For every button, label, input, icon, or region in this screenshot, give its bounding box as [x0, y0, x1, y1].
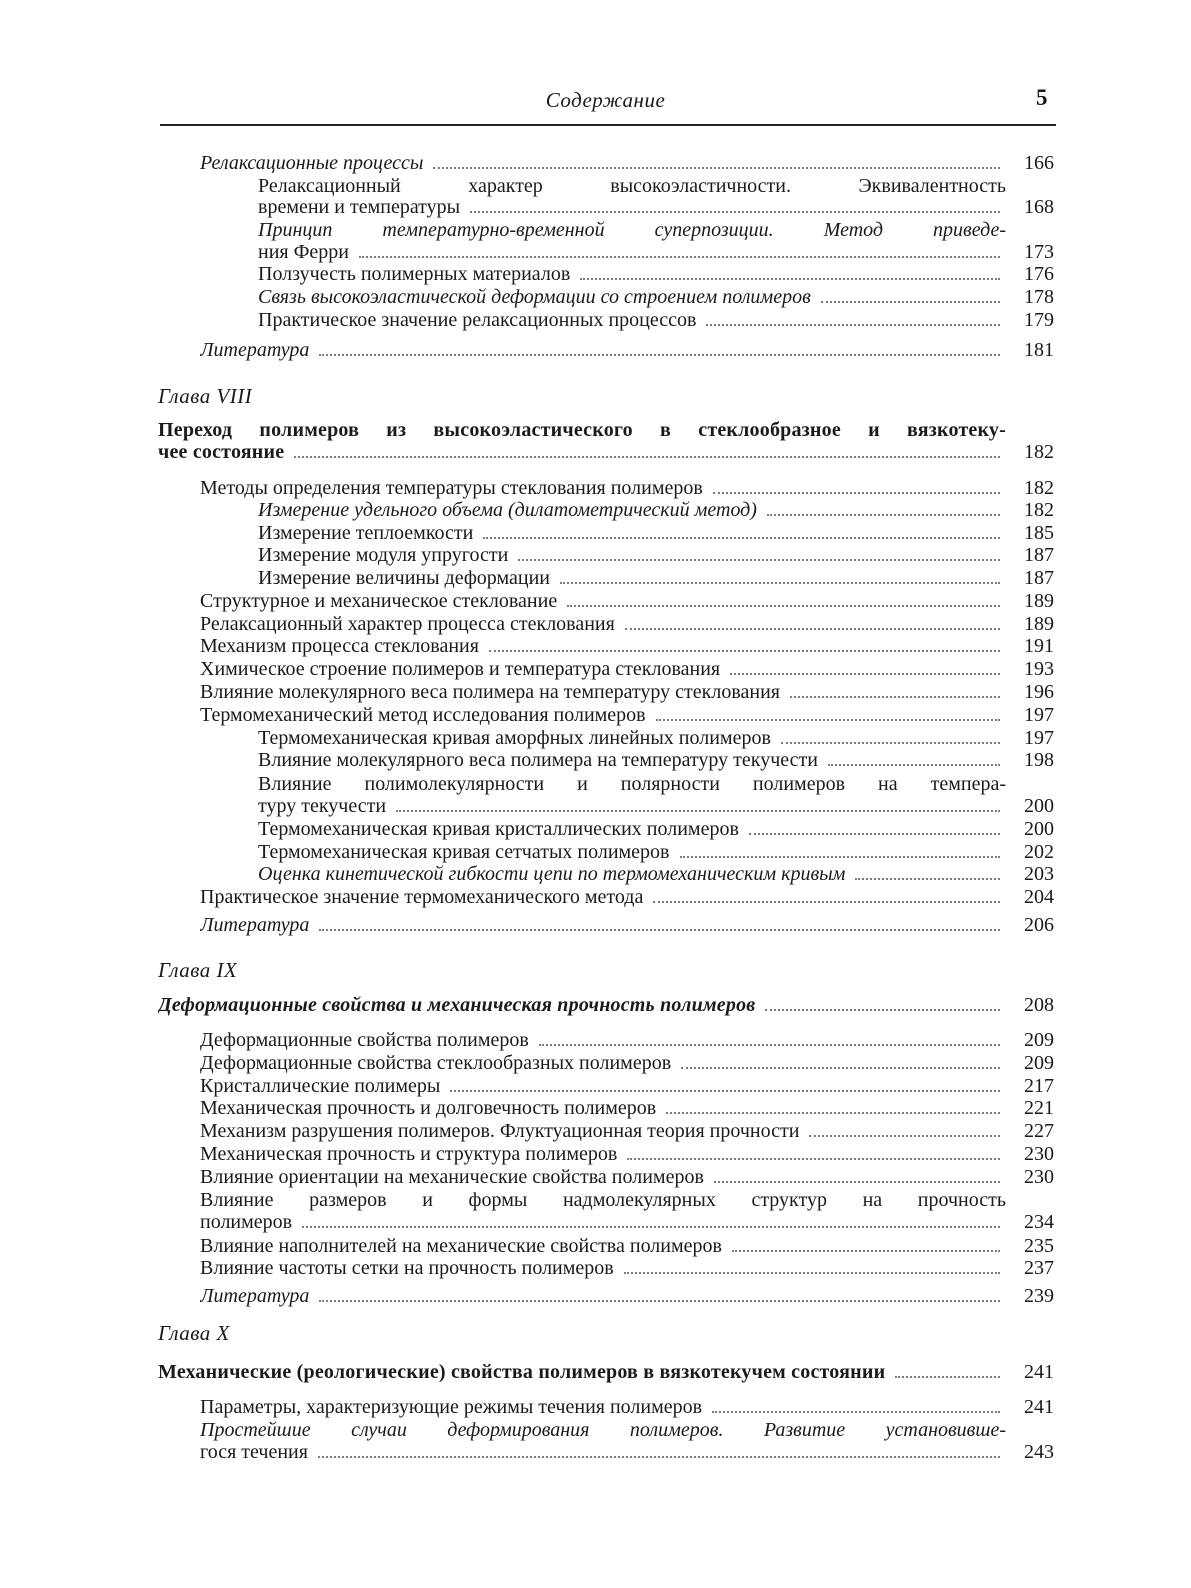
entry-page-number: 239 — [1024, 1285, 1054, 1307]
dot-leader — [359, 256, 1000, 258]
dot-leader — [294, 456, 1000, 458]
entry-page-number: 235 — [1024, 1235, 1054, 1257]
entry-page-number: 221 — [1024, 1097, 1054, 1119]
toc-entry — [258, 219, 1006, 241]
dot-leader — [624, 1272, 1000, 1274]
entry-title: Связь высокоэластической деформации со строением полимеров — [258, 286, 811, 308]
toc-entry — [200, 886, 1006, 908]
entry-page-number: 185 — [1024, 522, 1054, 544]
toc-entry — [200, 1285, 1006, 1307]
toc-entry — [258, 286, 1006, 308]
entry-page-number: 206 — [1024, 914, 1054, 936]
toc-entry — [200, 477, 1006, 499]
entry-title: туру текучести — [258, 795, 387, 817]
toc-entry — [200, 339, 1006, 361]
toc-entry — [200, 1189, 1006, 1211]
dot-leader — [627, 1158, 1000, 1160]
running-header-title: Содержание — [545, 88, 666, 112]
toc-entry — [258, 727, 1006, 749]
entry-page-number: 179 — [1024, 309, 1054, 331]
toc-entry — [200, 1235, 1006, 1257]
entry-page-number: 189 — [1024, 590, 1054, 612]
dot-leader — [625, 628, 1000, 630]
entry-title: Влияние наполнителей на механические свойства полимеров — [200, 1235, 722, 1257]
entry-title: Деформационные свойства стеклообразных полимеров — [200, 1052, 672, 1074]
entry-title: Простейшие случаи деформирования полимеров. Развитие установивше- — [200, 1419, 1006, 1441]
entry-title: Влияние молекулярного веса полимера на температуру текучести — [258, 749, 818, 771]
entry-title: Практическое значение термомеханического метода — [200, 886, 644, 908]
toc-entry — [258, 263, 1006, 285]
entry-page-number: 181 — [1024, 339, 1054, 361]
entry-title: Влияние полимолекулярности и полярности полимеров на темпера- — [258, 773, 1006, 795]
toc-entry — [200, 1120, 1006, 1142]
entry-page-number: 237 — [1024, 1257, 1054, 1279]
entry-page-number: 209 — [1024, 1052, 1054, 1074]
entry-title: Релаксационный характер процесса стеклования — [200, 613, 615, 635]
entry-page-number: 204 — [1024, 886, 1054, 908]
entry-page-number: 178 — [1024, 286, 1054, 308]
entry-page-number: 241 — [1024, 1396, 1054, 1418]
toc-entry — [200, 1029, 1006, 1051]
toc-entry — [200, 1396, 1006, 1418]
toc-entry — [200, 1257, 1006, 1279]
entry-title: Механические (реологические) свойства полимеров в вязкотекучем состоянии — [158, 1361, 886, 1383]
entry-title: Релаксационный характер высокоэластичности. Эквивалентность — [258, 175, 1006, 197]
entry-title: Механическая прочность и структура полимеров — [200, 1143, 618, 1165]
toc-entry — [258, 841, 1006, 863]
toc-entry — [258, 196, 1006, 218]
dot-leader — [653, 901, 1000, 903]
toc-entry — [200, 1211, 1006, 1233]
entry-page-number: 227 — [1024, 1120, 1054, 1142]
entry-page-number: 197 — [1024, 704, 1054, 726]
entry-page-number: 191 — [1024, 635, 1054, 657]
entry-title: Механизм процесса стеклования — [200, 635, 479, 657]
dot-leader — [809, 1135, 1000, 1137]
toc-entry — [200, 1166, 1006, 1188]
toc-entry — [158, 994, 1006, 1016]
dot-leader — [470, 211, 1000, 213]
dot-leader — [749, 833, 1000, 835]
entry-page-number: 173 — [1024, 241, 1054, 263]
dot-leader — [666, 1112, 1000, 1114]
entry-title: Принцип температурно-временной суперпозиции. Метод приведе- — [258, 219, 1006, 241]
toc-entry — [258, 863, 1006, 885]
entry-title: Переход полимеров из высокоэластического в стеклообразное и вязкотеку- — [158, 419, 1006, 441]
dot-leader — [765, 1009, 1000, 1011]
dot-leader — [767, 514, 1000, 516]
entry-title: Механическая прочность и долговечность полимеров — [200, 1097, 657, 1119]
entry-title: Глава VIII — [158, 385, 253, 407]
toc-entry — [200, 1052, 1006, 1074]
entry-title: Литература — [200, 1285, 310, 1307]
dot-leader — [730, 673, 1000, 675]
chapter-heading — [158, 385, 252, 407]
entry-page-number: 230 — [1024, 1166, 1054, 1188]
toc-entry — [200, 1143, 1006, 1165]
dot-leader — [781, 742, 1000, 744]
toc-entry — [258, 567, 1006, 589]
entry-title: Измерение удельного объема (дилатометрический метод) — [258, 499, 757, 521]
chapter-heading — [158, 1322, 230, 1344]
dot-leader — [706, 324, 1000, 326]
entry-title: Оценка кинетической гибкости цепи по термомеханическим кривым — [258, 863, 846, 885]
entry-page-number: 182 — [1024, 499, 1054, 521]
entry-title: Влияние ориентации на механические свойства полимеров — [200, 1166, 704, 1188]
entry-page-number: 198 — [1024, 749, 1054, 771]
dot-leader — [319, 354, 1000, 356]
dot-leader — [656, 719, 1000, 721]
dot-leader — [821, 301, 1000, 303]
entry-title: Ползучесть полимерных материалов — [258, 263, 571, 285]
dot-leader — [790, 696, 1000, 698]
dot-leader — [319, 929, 1000, 931]
entry-title: Термомеханическая кривая аморфных линейных полимеров — [258, 727, 771, 749]
toc-entry — [258, 795, 1006, 817]
toc-entry — [200, 1419, 1006, 1441]
entry-title: чее состояние — [158, 441, 285, 463]
entry-title: полимеров — [200, 1211, 293, 1233]
toc-entry — [200, 914, 1006, 936]
toc-entry — [258, 544, 1006, 566]
toc-entry — [258, 773, 1006, 795]
entry-page-number: 200 — [1024, 795, 1054, 817]
entry-page-number: 200 — [1024, 818, 1054, 840]
entry-title: Кристаллические полимеры — [200, 1075, 441, 1097]
entry-title: Деформационные свойства и механическая прочность полимеров — [158, 994, 756, 1016]
toc-entry — [258, 522, 1006, 544]
entry-title: гося течения — [200, 1441, 308, 1463]
dot-leader — [714, 1181, 1000, 1183]
dot-leader — [450, 1090, 1000, 1092]
entry-title: Влияние молекулярного веса полимера на температуру стеклования — [200, 681, 780, 703]
dot-leader — [680, 856, 1000, 858]
entry-title: ния Ферри — [258, 241, 349, 263]
toc-entry — [158, 441, 1006, 463]
entry-page-number: 193 — [1024, 658, 1054, 680]
toc-entry — [258, 818, 1006, 840]
entry-title: Измерение величины деформации — [258, 567, 551, 589]
header-rule — [160, 124, 1056, 126]
toc-entry — [200, 658, 1006, 680]
toc-entry — [258, 309, 1006, 331]
dot-leader — [489, 650, 1000, 652]
dot-leader — [539, 1044, 1000, 1046]
toc-entry — [258, 241, 1006, 263]
entry-page-number: 182 — [1024, 441, 1054, 463]
entry-title: Термомеханическая кривая кристаллических полимеров — [258, 818, 739, 840]
entry-page-number: 187 — [1024, 567, 1054, 589]
entry-title: Практическое значение релаксационных процессов — [258, 309, 697, 331]
entry-page-number: 168 — [1024, 196, 1054, 218]
entry-title: Влияние размеров и формы надмолекулярных структур на прочность — [200, 1189, 1006, 1211]
entry-title: времени и температуры — [258, 196, 461, 218]
entry-page-number: 202 — [1024, 841, 1054, 863]
toc-entry — [200, 1441, 1006, 1463]
entry-page-number: 208 — [1024, 994, 1054, 1016]
entry-title: Глава X — [158, 1322, 230, 1344]
dot-leader — [855, 878, 1000, 880]
toc-entry — [158, 419, 1006, 441]
toc-entry — [200, 613, 1006, 635]
entry-page-number: 234 — [1024, 1211, 1054, 1233]
entry-page-number: 243 — [1024, 1441, 1054, 1463]
dot-leader — [712, 1411, 1000, 1413]
entry-page-number: 182 — [1024, 477, 1054, 499]
entry-title: Структурное и механическое стеклование — [200, 590, 558, 612]
entry-title: Механизм разрушения полимеров. Флуктуационная теория прочности — [200, 1120, 800, 1142]
entry-title: Методы определения температуры стеклования полимеров — [200, 477, 703, 499]
entry-page-number: 203 — [1024, 863, 1054, 885]
dot-leader — [713, 492, 1000, 494]
dot-leader — [318, 1456, 1000, 1458]
entry-title: Деформационные свойства полимеров — [200, 1029, 529, 1051]
dot-leader — [580, 278, 1000, 280]
entry-title: Влияние частоты сетки на прочность полимеров — [200, 1257, 614, 1279]
dot-leader — [567, 605, 1000, 607]
toc-entry — [200, 681, 1006, 703]
toc-entry — [200, 1075, 1006, 1097]
toc-entry — [200, 1097, 1006, 1119]
entry-title: Литература — [200, 339, 310, 361]
chapter-heading — [158, 959, 237, 981]
dot-leader — [828, 764, 1000, 766]
dot-leader — [518, 559, 1000, 561]
entry-title: Параметры, характеризующие режимы течения полимеров — [200, 1396, 703, 1418]
dot-leader — [433, 167, 1000, 169]
entry-page-number: 187 — [1024, 544, 1054, 566]
entry-page-number: 209 — [1024, 1029, 1054, 1051]
entry-title: Измерение модуля упругости — [258, 544, 509, 566]
entry-title: Химическое строение полимеров и температура стеклования — [200, 658, 721, 680]
entry-title: Литература — [200, 914, 310, 936]
dot-leader — [732, 1250, 1000, 1252]
toc-entry — [200, 152, 1006, 174]
dot-leader — [483, 537, 1000, 539]
dot-leader — [396, 810, 1000, 812]
toc-entry — [258, 749, 1006, 771]
toc-entry — [158, 1361, 1006, 1383]
entry-page-number: 189 — [1024, 613, 1054, 635]
toc-entry — [258, 499, 1006, 521]
entry-page-number: 196 — [1024, 681, 1054, 703]
toc-entry — [200, 704, 1006, 726]
toc-entry — [200, 590, 1006, 612]
entry-page-number: 176 — [1024, 263, 1054, 285]
entry-page-number: 230 — [1024, 1143, 1054, 1165]
entry-page-number: 197 — [1024, 727, 1054, 749]
dot-leader — [302, 1226, 1000, 1228]
dot-leader — [319, 1300, 1000, 1302]
dot-leader — [560, 582, 1000, 584]
entry-page-number: 241 — [1024, 1361, 1054, 1383]
entry-title: Глава IX — [158, 959, 238, 981]
dot-leader — [681, 1067, 1000, 1069]
dot-leader — [895, 1376, 1000, 1378]
toc-entry — [258, 175, 1006, 197]
entry-page-number: 217 — [1024, 1075, 1054, 1097]
page-number: 5 — [1036, 85, 1048, 110]
entry-title: Релаксационные процессы — [200, 152, 424, 174]
entry-page-number: 166 — [1024, 152, 1054, 174]
entry-title: Измерение теплоемкости — [258, 522, 474, 544]
toc-entry — [200, 635, 1006, 657]
entry-title: Термомеханическая кривая сетчатых полимеров — [258, 841, 670, 863]
entry-title: Термомеханический метод исследования полимеров — [200, 704, 646, 726]
